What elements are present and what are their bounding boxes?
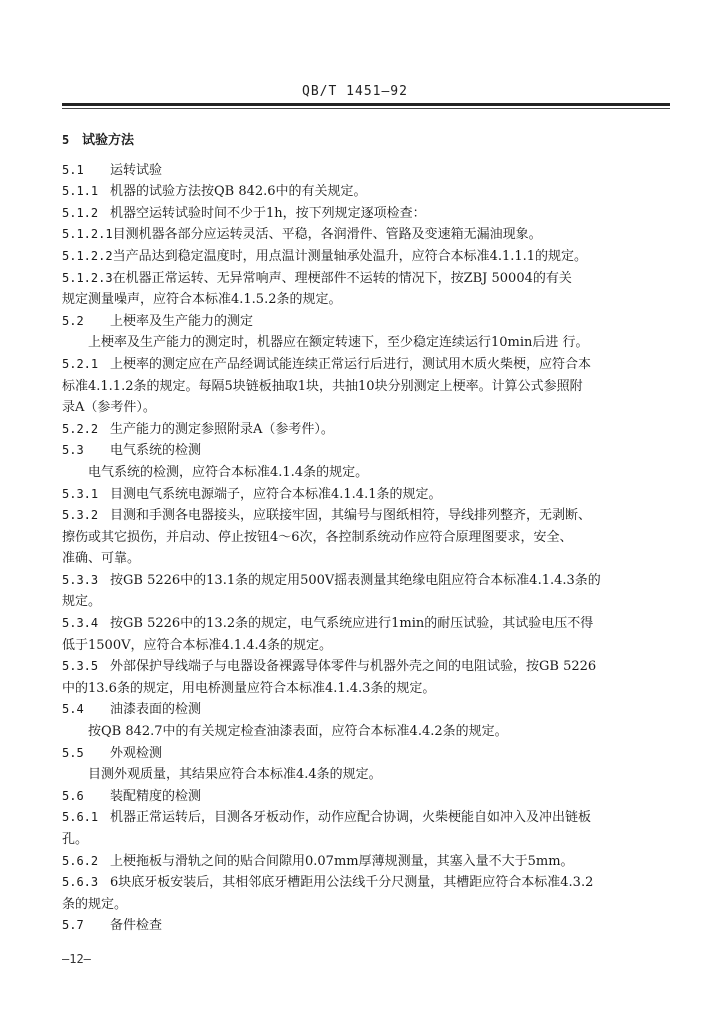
clause-continuation-line (62, 829, 658, 851)
clause-5-6 (62, 786, 658, 808)
header-rule-thin (62, 108, 670, 109)
clause-5-2-2 (62, 419, 658, 441)
clause-continuation-line (62, 678, 658, 700)
clause-text: 目测和手测各电器接头，应联接牢固，其编号与图纸相符，导线排列整齐，无剥断、 (110, 508, 592, 524)
clause-text: 标准4.1.1.2条的规定。每隔5块链板抽取1块，共抽10块分别测定上梗率。计算公式参照附 (62, 378, 583, 394)
clause-5-1-2-3 (62, 268, 658, 290)
clause-5-6-2 (62, 851, 658, 873)
clause-number: 5.6.2 (62, 853, 99, 868)
clause-continuation-line (62, 332, 658, 354)
clause-text: 油漆表面的检测 (110, 702, 202, 718)
clause-text: 上梗率的测定应在产品经调试能连续正常运行后进行，测试用木质火柴梗，应符合本 (110, 356, 592, 372)
clause-5-7 (62, 915, 658, 937)
clause-text: 目测外观质量，其结果应符合本标准4.4条的规定。 (88, 767, 382, 783)
clause-continuation-line (62, 721, 658, 743)
clause-5-3 (62, 440, 658, 462)
clause-text: 外观检测 (110, 745, 163, 761)
clause-text: 运转试验 (110, 162, 163, 178)
clause-continuation-line (62, 894, 658, 916)
clause-continuation-line (62, 289, 658, 311)
clause-number: 5.3.3 (62, 572, 99, 587)
clause-text: 机器正常运转后，目测各牙板动作，动作应配合协调，火柴梗能自如冲入及冲出链板 (110, 810, 592, 826)
clause-continuation-line (62, 591, 658, 613)
clause-5-3-2 (62, 505, 658, 527)
clause-5-6-1 (62, 807, 658, 829)
header-rule-thick (62, 103, 670, 106)
clause-number: 5.3.1 (62, 486, 99, 501)
clause-5-1-2-1 (62, 224, 658, 246)
clause-text: 擦伤或其它损伤，并启动、停止按钮4～6次，各控制系统动作应符合原理图要求，安全、 (62, 529, 573, 545)
clause-text: 准确、可靠。 (62, 551, 141, 567)
clause-continuation-line (62, 397, 658, 419)
clause-text: 当产品达到稳定温度时，用点温计测量轴承处温升，应符合本标准4.1.1.1的规定。 (112, 248, 588, 264)
clause-5-4 (62, 699, 658, 721)
clause-5-3-4 (62, 613, 658, 635)
clause-text: 机器的试验方法按QB 842.6中的有关规定。 (110, 184, 367, 200)
clause-number: 5.2.2 (62, 421, 99, 436)
clause-text: 在机器正常运转、无异常响声、理梗部件不运转的情况下，按ZBJ 50004的有关 (112, 270, 572, 286)
clause-5-3-1 (62, 484, 658, 506)
standard-code-header: QB/T 1451—92 (302, 84, 408, 99)
document-body (62, 130, 658, 937)
section-gap (62, 152, 658, 160)
clause-number: 5.4 (62, 702, 84, 717)
clause-text: 孔。 (62, 832, 89, 847)
clause-5-2-1 (62, 354, 658, 376)
clause-text: 按GB 5226中的13.2条的规定，电气系统应进行1min的耐压试验，其试验电压不得 (110, 616, 594, 632)
clause-5-1-2-2 (62, 246, 658, 268)
clause-text: 装配精度的检测 (110, 788, 202, 804)
clause-continuation-line (62, 635, 658, 657)
clause-number: 5.1 (62, 162, 84, 177)
clause-number: 5.5 (62, 745, 84, 760)
clause-5-1 (62, 160, 658, 182)
clause-text: 上梗率及生产能力的测定 (110, 313, 254, 329)
clause-5-2 (62, 311, 658, 333)
clause-text: 试验方法 (82, 133, 135, 148)
clause-number: 5.7 (62, 918, 84, 933)
page-number: —12— (62, 952, 91, 966)
clause-number: 5.6.3 (62, 875, 99, 890)
clause-5-1-2 (62, 203, 658, 225)
clause-number: 5.6.1 (62, 810, 99, 825)
clause-continuation-line (62, 376, 658, 398)
clause-continuation-line (62, 462, 658, 484)
clause-5-1-1 (62, 181, 658, 203)
clause-text: 备件检查 (110, 918, 163, 934)
clause-text: 外部保护导线端子与电器设备裸露导体零件与机器外壳之间的电阻试验，按GB 5226 (110, 659, 597, 675)
clause-5-5 (62, 743, 658, 765)
clause-text: 规定测量噪声，应符合本标准4.1.5.2条的规定。 (62, 292, 342, 308)
clause-continuation-line (62, 764, 658, 786)
clause-text: 生产能力的测定参照附录A（参考件）。 (110, 421, 334, 437)
clause-number: 5.3.4 (62, 616, 99, 631)
clause-text: 机器空运转试验时间不少于1h，按下列规定逐项检查： (110, 205, 426, 221)
clause-5-6-3 (62, 872, 658, 894)
clause-text: 按QB 842.7中的有关规定检查油漆表面，应符合本标准4.4.2条的规定。 (88, 724, 508, 740)
clause-number: 5.3.5 (62, 659, 99, 674)
clause-continuation-line (62, 548, 658, 570)
clause-text: 上梗拖板与滑轨之间的贴合间隙用0.07mm厚薄规测量，其塞入量不大于5mm。 (110, 853, 574, 869)
clause-text: 电气系统的检测 (110, 443, 202, 459)
clause-number: 5.1.1 (62, 184, 99, 199)
clause-number: 5.2.1 (62, 356, 99, 371)
clause-text: 按GB 5226中的13.1条的规定用500V摇表测量其绝缘电阻应符合本标准4.1.4.3条的 (110, 572, 601, 588)
clause-5 (62, 130, 658, 152)
clause-text: 目测机器各部分应运转灵活、平稳，各润滑件、管路及变速箱无漏油现象。 (112, 227, 542, 243)
clause-text: 低于1500V，应符合本标准4.1.4.4条的规定。 (62, 637, 332, 653)
clause-number: 5 (62, 133, 70, 147)
clause-text: 目测电气系统电源端子，应符合本标准4.1.4.1条的规定。 (110, 486, 442, 502)
clause-text: 录A（参考件）。 (62, 400, 156, 416)
clause-continuation-line (62, 527, 658, 549)
clause-text: 条的规定。 (62, 896, 128, 912)
clause-number: 5.1.2.1 (62, 227, 113, 242)
clause-number: 5.6 (62, 788, 84, 803)
clause-number: 5.3.2 (62, 508, 99, 523)
clause-number: 5.1.2.2 (62, 248, 113, 263)
clause-5-3-5 (62, 656, 658, 678)
clause-number: 5.3 (62, 443, 84, 458)
clause-text: 6块底牙板安装后，其相邻底牙槽距用公法线千分尺测量，其槽距应符合本标准4.3.2 (110, 875, 594, 891)
clause-number: 5.1.2 (62, 205, 99, 220)
clause-number: 5.2 (62, 313, 84, 328)
clause-text: 上梗率及生产能力的测定时，机器应在额定转速下，至少稳定连续运行10min后进 行。 (88, 335, 589, 351)
clause-5-3-3 (62, 570, 658, 592)
clause-number: 5.1.2.3 (62, 270, 113, 285)
clause-text: 规定。 (62, 594, 102, 610)
clause-text: 中的13.6条的规定，用电桥测量应符合本标准4.1.4.3条的规定。 (62, 680, 436, 696)
clause-text: 电气系统的检测，应符合本标准4.1.4条的规定。 (88, 464, 369, 480)
